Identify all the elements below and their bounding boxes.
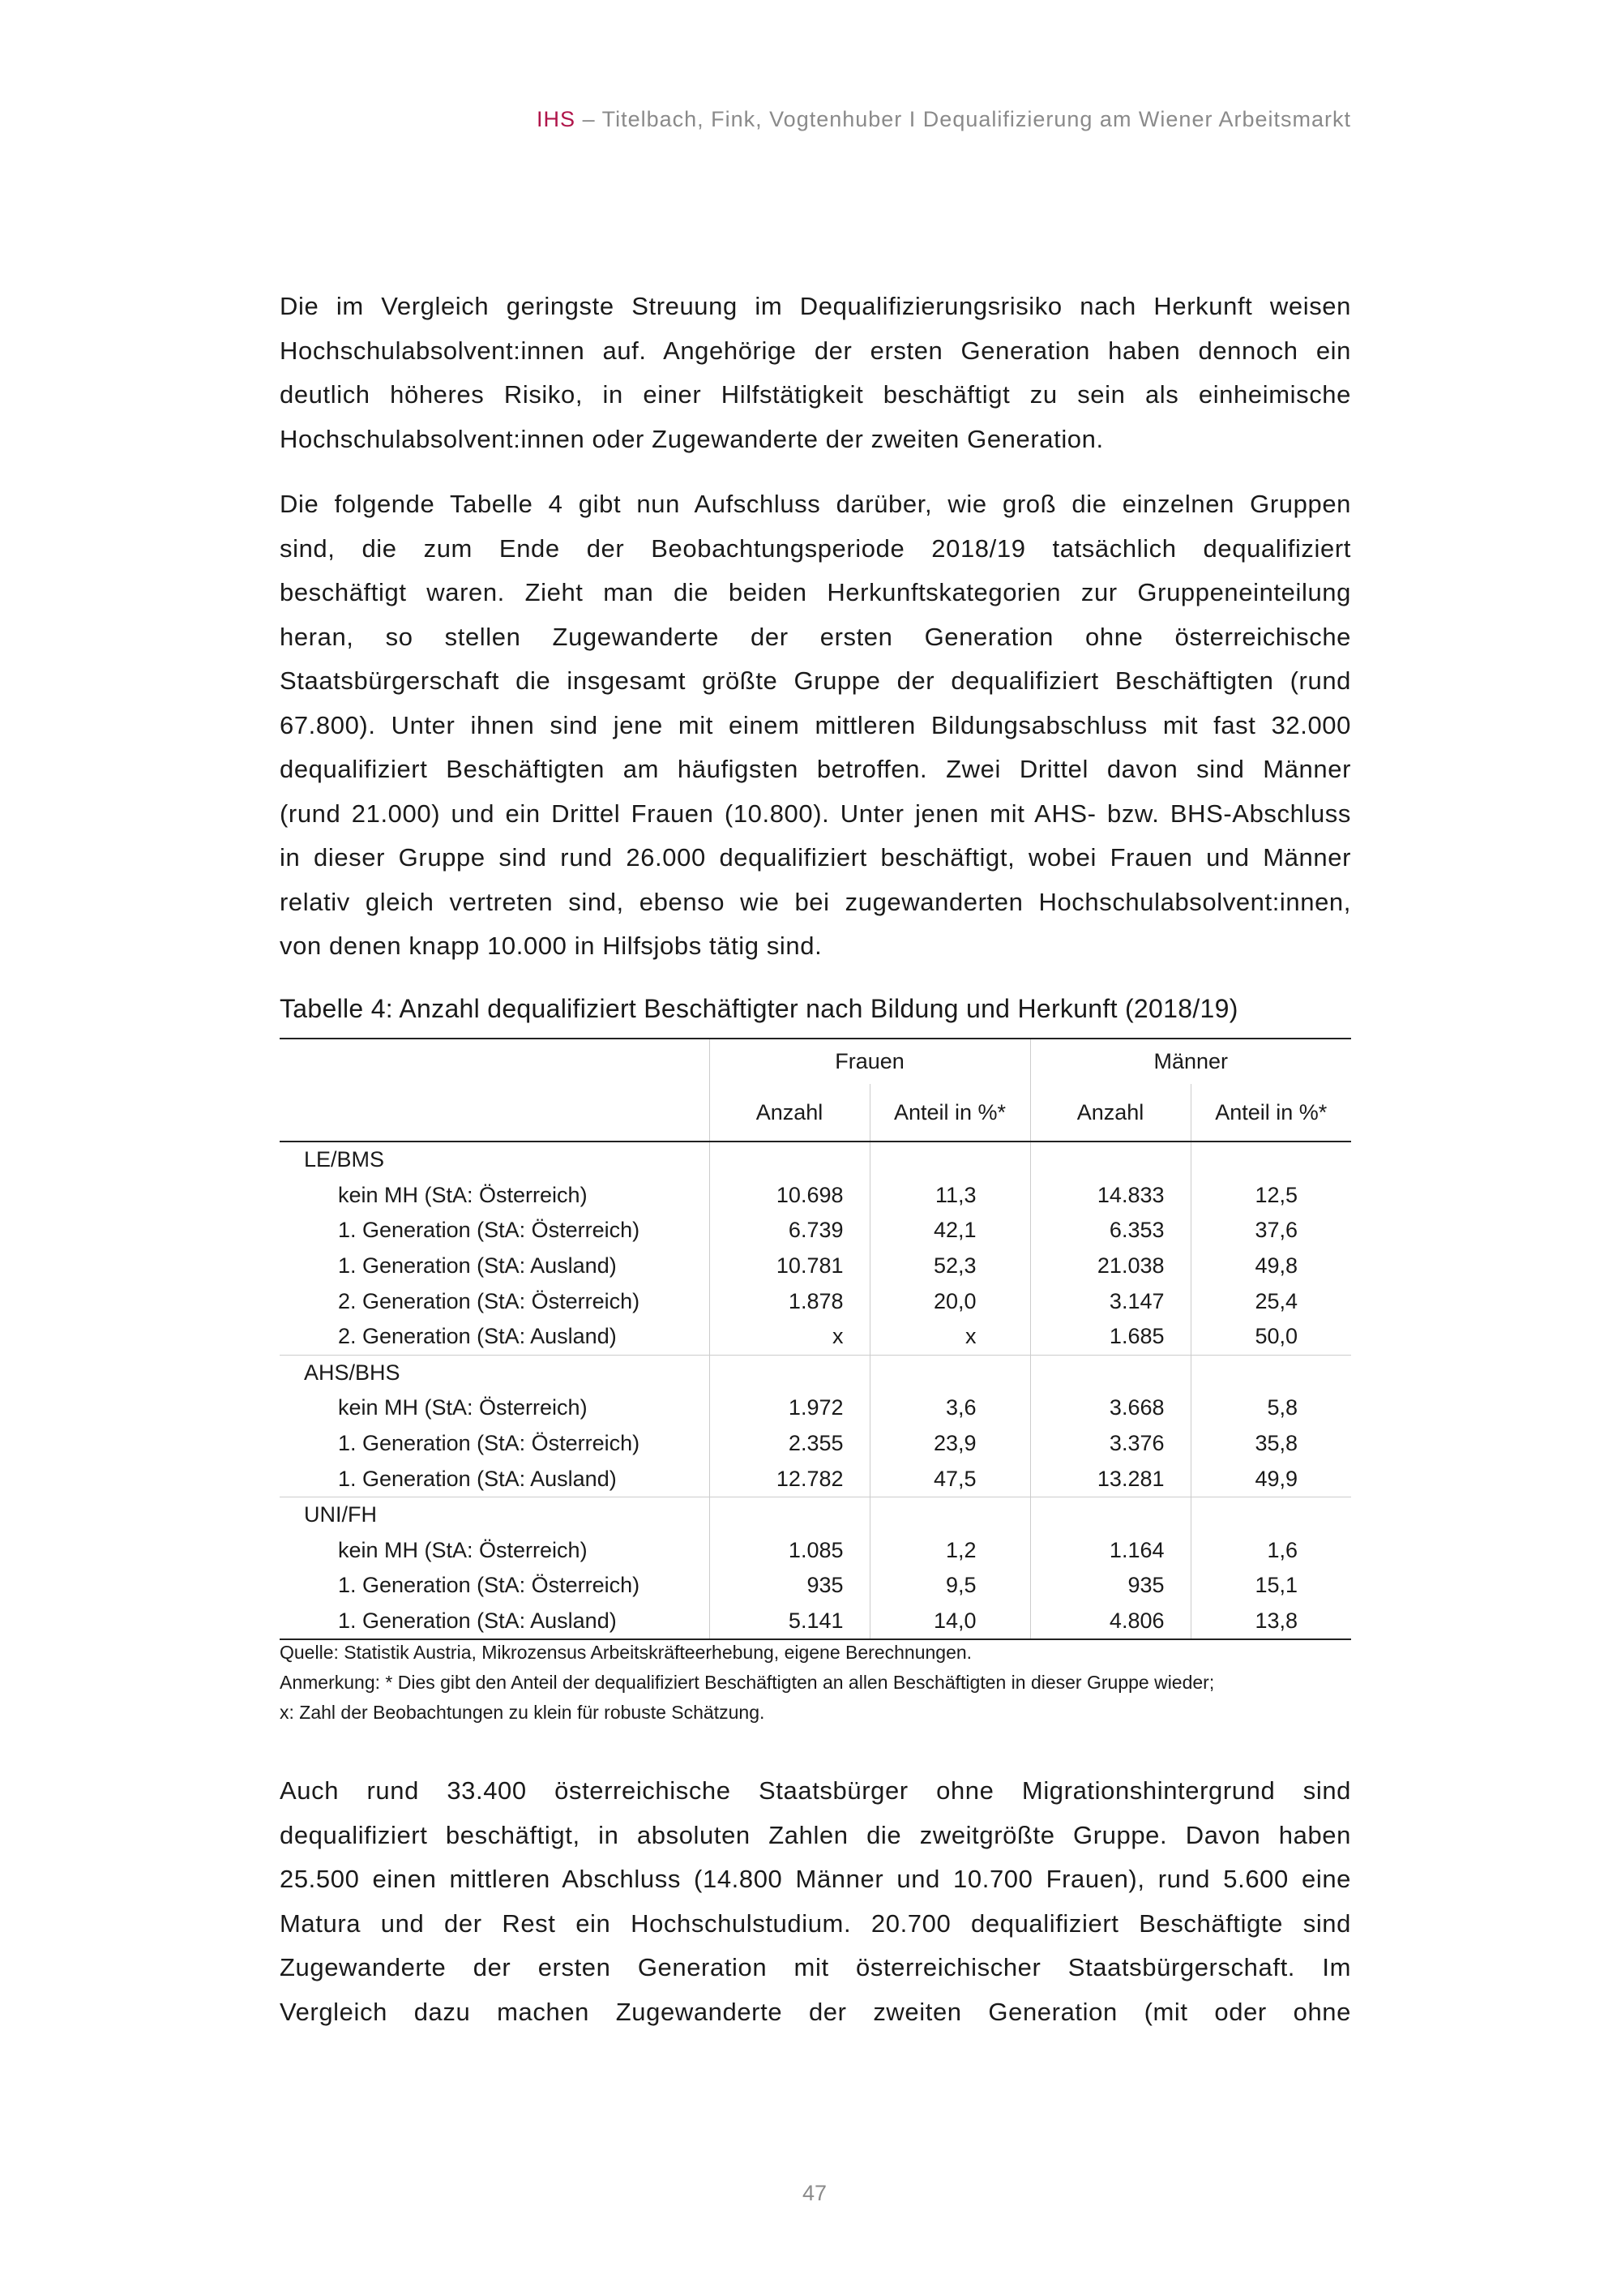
header-empty: [280, 1039, 709, 1084]
subheader: Anzahl: [709, 1084, 870, 1142]
count-cell: 3.668: [1030, 1390, 1191, 1426]
row-label: kein MH (StA: Österreich): [338, 1182, 588, 1207]
count-cell: 13.281: [1030, 1461, 1191, 1497]
section-row: [280, 1142, 1351, 1178]
count-cell: 3.147: [1030, 1283, 1191, 1319]
share-cell: 23,9: [870, 1426, 1030, 1462]
text-line: deutlich höheres Risiko, in einer Hilfstätigkeit beschäftigt zu sein als einheimische: [280, 380, 1351, 409]
section-label: AHS/BHS: [280, 1355, 709, 1390]
table-row: [280, 1213, 1351, 1249]
share-cell: 1,6: [1191, 1533, 1351, 1569]
text-line: Vergleich dazu machen Zugewanderte der zweiten Generation (mit oder ohne: [280, 1997, 1351, 2026]
subheader: Anzahl: [1030, 1084, 1191, 1142]
header-empty: [280, 1084, 709, 1142]
table-row: [280, 1390, 1351, 1426]
row-label: 2. Generation (StA: Österreich): [338, 1288, 640, 1313]
count-cell: 1.164: [1030, 1533, 1191, 1569]
table-row: [280, 1604, 1351, 1640]
table-row: [280, 1533, 1351, 1569]
text-line: von denen knapp 10.000 in Hilfsjobs tätig sind.: [280, 932, 823, 960]
row-label: 1. Generation (StA: Österreich): [338, 1431, 640, 1456]
count-cell: 21.038: [1030, 1249, 1191, 1284]
share-cell: 50,0: [1191, 1319, 1351, 1355]
count-cell: 1.085: [709, 1533, 870, 1569]
section-label: UNI/FH: [280, 1497, 709, 1532]
table-notes: [280, 1638, 1214, 1728]
empty-cell: [870, 1497, 1030, 1532]
share-cell: 14,0: [870, 1604, 1030, 1640]
text-line: 67.800). Unter ihnen sind jene mit einem mittleren Bildungsabschluss mit fast 32.000: [280, 710, 1351, 739]
share-cell: 20,0: [870, 1283, 1030, 1319]
count-cell: 14.833: [1030, 1178, 1191, 1214]
count-cell: 935: [1030, 1568, 1191, 1604]
text-line: sind, die zum Ende der Beobachtungsperiode 2018/19 tatsächlich dequalifiziert: [280, 533, 1351, 563]
count-cell: 10.698: [709, 1178, 870, 1214]
empty-cell: [1191, 1355, 1351, 1390]
table-row: [280, 1568, 1351, 1604]
count-cell: 6.739: [709, 1213, 870, 1249]
share-cell: 1,2: [870, 1533, 1030, 1569]
share-cell: 12,5: [1191, 1178, 1351, 1214]
empty-cell: [1191, 1497, 1351, 1532]
text-line: dequalifiziert Beschäftigten am häufigsten betroffen. Zwei Drittel davon sind Männer: [280, 755, 1351, 783]
share-cell: 35,8: [1191, 1426, 1351, 1462]
row-label: 1. Generation (StA: Österreich): [338, 1573, 640, 1598]
table-row: [280, 1178, 1351, 1214]
share-cell: 25,4: [1191, 1283, 1351, 1319]
count-cell: 935: [709, 1568, 870, 1604]
row-label: kein MH (StA: Österreich): [338, 1395, 588, 1420]
section-label: LE/BMS: [304, 1147, 385, 1172]
data-table: [280, 1038, 1351, 1640]
empty-cell: [870, 1142, 1030, 1178]
group-header-maenner: Männer: [1030, 1039, 1351, 1084]
share-cell: 11,3: [870, 1178, 1030, 1214]
count-cell: 2.355: [709, 1426, 870, 1462]
table-row: [280, 1283, 1351, 1319]
count-cell: 10.781: [709, 1249, 870, 1284]
x-note: x: Zahl der Beobachtungen zu klein für robuste Schätzung.: [280, 1702, 765, 1723]
share-cell: 47,5: [870, 1461, 1030, 1497]
section-row: [280, 1497, 1351, 1532]
source-note: Quelle: Statistik Austria, Mikrozensus Arbeitskräfteerhebung, eigene Berechnungen.: [280, 1642, 973, 1663]
table-row: [280, 1319, 1351, 1355]
share-cell: 3,6: [870, 1390, 1030, 1426]
count-cell: 1.972: [709, 1390, 870, 1426]
share-cell: 49,9: [1191, 1461, 1351, 1497]
group-header-frauen: Frauen: [709, 1039, 1030, 1084]
subheader: Anteil in %*: [1191, 1084, 1351, 1142]
text-line: dequalifiziert beschäftigt, in absoluten Zahlen die zweitgrößte Gruppe. Davon haben: [280, 1820, 1351, 1849]
subheader: Anteil in %*: [870, 1084, 1030, 1142]
text-line: Hochschulabsolvent:innen auf. Angehörige der ersten Generation haben dennoch ein: [280, 336, 1351, 365]
count-cell: 1.685: [1030, 1319, 1191, 1355]
count-cell: 1.878: [709, 1283, 870, 1319]
text-line: heran, so stellen Zugewanderte der ersten Generation ohne österreichische: [280, 622, 1351, 651]
share-cell: 37,6: [1191, 1213, 1351, 1249]
text-line: Auch rund 33.400 österreichische Staatsbürger ohne Migrationshintergrund sind: [280, 1776, 1351, 1805]
share-cell: x: [870, 1319, 1030, 1355]
text-line: Die im Vergleich geringste Streuung im Dequalifizierungsrisiko nach Herkunft weisen: [280, 292, 1351, 320]
section-row: [280, 1355, 1351, 1390]
header-brand: IHS: [537, 107, 576, 131]
row-label: kein MH (StA: Österreich): [338, 1537, 588, 1562]
empty-cell: [1030, 1497, 1191, 1532]
count-cell: 4.806: [1030, 1604, 1191, 1640]
text-line: Hochschulabsolvent:innen oder Zugewanderte der zweiten Generation.: [280, 424, 1104, 453]
share-cell: 42,1: [870, 1213, 1030, 1249]
text-line: beschäftigt waren. Zieht man die beiden Herkunftskategorien zur Gruppeneinteilung: [280, 578, 1351, 606]
text-line: Die folgende Tabelle 4 gibt nun Aufschluss darüber, wie groß die einzelnen Gruppen: [280, 490, 1351, 518]
empty-cell: [1030, 1142, 1191, 1178]
page-number: 47: [802, 2181, 828, 2205]
share-cell: 15,1: [1191, 1568, 1351, 1604]
text-line: in dieser Gruppe sind rund 26.000 dequalifiziert beschäftigt, wobei Frauen und Männer: [280, 843, 1351, 872]
paragraph-2: [280, 482, 1351, 969]
text-line: Staatsbürgerschaft die insgesamt größte Gruppe der dequalifiziert Beschäftigten (rund: [280, 666, 1351, 695]
table-caption: Tabelle 4: Anzahl dequalifiziert Beschäftigter nach Bildung und Herkunft (2018/19): [280, 994, 1238, 1023]
row-label: 1. Generation (StA: Ausland): [338, 1608, 617, 1634]
row-label: 1. Generation (StA: Ausland): [338, 1466, 617, 1491]
share-cell: 13,8: [1191, 1604, 1351, 1640]
text-line: (rund 21.000) und ein Drittel Frauen (10.800). Unter jenen mit AHS- bzw. BHS-Abschluss: [280, 799, 1351, 828]
table-row: [280, 1461, 1351, 1497]
row-label: 2. Generation (StA: Ausland): [338, 1324, 617, 1349]
row-label: 1. Generation (StA: Österreich): [338, 1218, 640, 1243]
row-label: 1. Generation (StA: Ausland): [338, 1253, 617, 1279]
share-cell: 49,8: [1191, 1249, 1351, 1284]
text-line: relativ gleich vertreten sind, ebenso wie bei zugewanderten Hochschulabsolvent:innen,: [280, 887, 1351, 916]
empty-cell: [709, 1497, 870, 1532]
share-cell: 9,5: [870, 1568, 1030, 1604]
count-cell: 3.376: [1030, 1426, 1191, 1462]
running-header: [537, 107, 1351, 132]
paragraph-1: [280, 285, 1351, 461]
count-cell: 12.782: [709, 1461, 870, 1497]
remark-note: Anmerkung: * Dies gibt den Anteil der dequalifiziert Beschäftigten an allen Beschäftigten in dieser Gruppe wieder;: [280, 1672, 1215, 1693]
table-row: [280, 1249, 1351, 1284]
text-line: 25.500 einen mittleren Abschluss (14.800 Männer und 10.700 Frauen), rund 5.600 eine: [280, 1865, 1351, 1893]
header-text: – Titelbach, Fink, Vogtenhuber I Dequalifizierung am Wiener Arbeitsmarkt: [575, 107, 1351, 131]
text-line: Matura und der Rest ein Hochschulstudium. 20.700 dequalifiziert Beschäftigte sind: [280, 1908, 1351, 1938]
empty-cell: [709, 1355, 870, 1390]
paragraph-3: [280, 1769, 1351, 2034]
empty-cell: [870, 1355, 1030, 1390]
table-row: [280, 1426, 1351, 1462]
share-cell: 5,8: [1191, 1390, 1351, 1426]
empty-cell: [709, 1142, 870, 1178]
count-cell: 5.141: [709, 1604, 870, 1640]
empty-cell: [1191, 1142, 1351, 1178]
count-cell: x: [709, 1319, 870, 1355]
share-cell: 52,3: [870, 1249, 1030, 1284]
empty-cell: [1030, 1355, 1191, 1390]
count-cell: 6.353: [1030, 1213, 1191, 1249]
text-line: Zugewanderte der ersten Generation mit österreichischer Staatsbürgerschaft. Im: [280, 1953, 1351, 1981]
